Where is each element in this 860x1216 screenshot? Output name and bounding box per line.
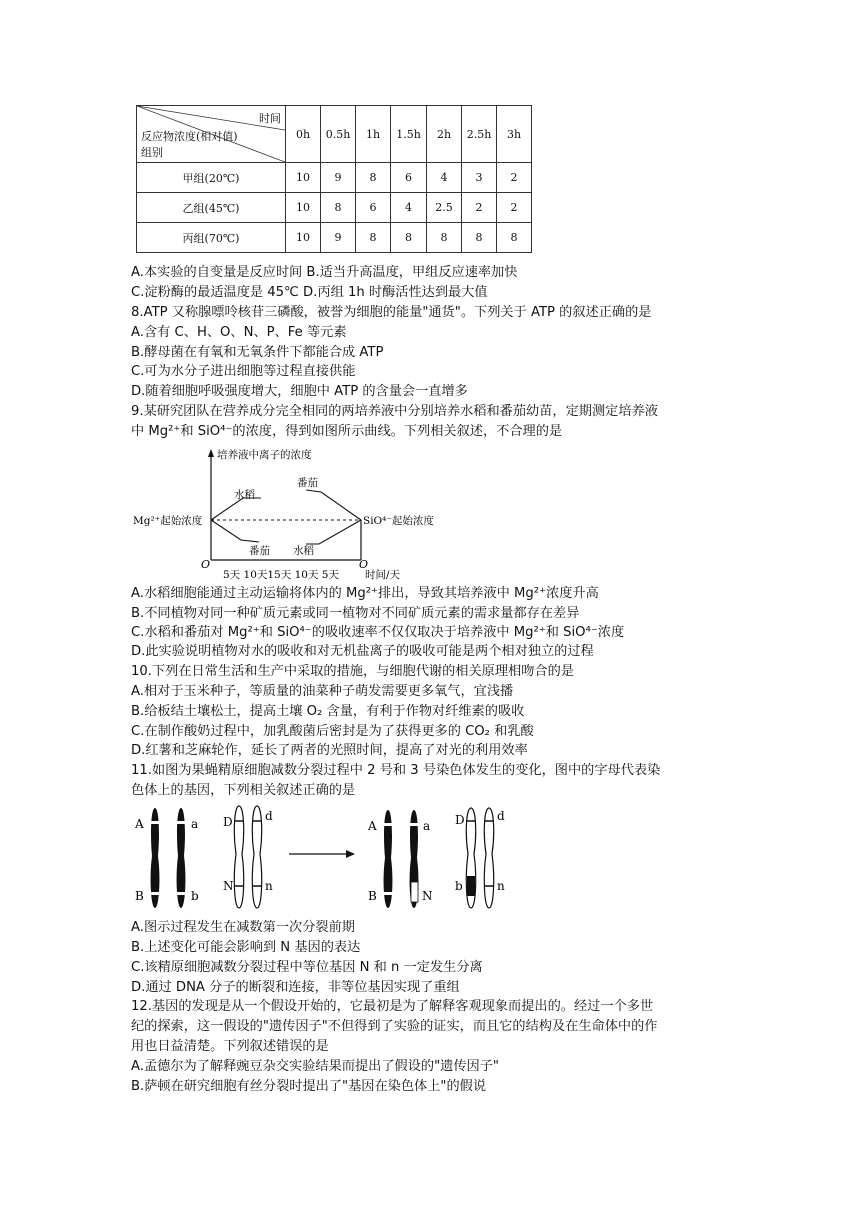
option-line: A.本实验的自变量是反应时间 B.适当升高温度，甲组反应速率加快 — [131, 265, 518, 280]
option-line: C.可为水分子进出细胞等过程直接供能 — [131, 364, 356, 379]
col-header: 2.5h — [462, 106, 497, 163]
table-cell: 8 — [497, 223, 532, 253]
corner-top: 时间 — [259, 112, 281, 125]
table-cell: 6 — [356, 193, 391, 223]
table-cell: 9 — [321, 163, 356, 193]
table-corner — [137, 106, 286, 163]
option-line: A.图示过程发生在减数第一次分裂前期 — [131, 920, 355, 935]
reaction-table — [136, 105, 532, 253]
option-line: B.不同植物对同一种矿质元素或同一植物对不同矿质元素的需求量都存在差异 — [131, 606, 580, 621]
option-line: C.淀粉酶的最适温度是 45℃ D.丙组 1h 时酶活性达到最大值 — [131, 285, 488, 300]
gene-band — [149, 892, 161, 895]
gene-label: D — [223, 815, 233, 829]
corner-bottom: 组别 — [141, 146, 163, 159]
arrow-head-icon — [346, 850, 355, 858]
rice-mg-curve — [211, 498, 261, 520]
exchanged-segment — [467, 876, 475, 896]
question-stem: 色体上的基因，下列相关叙述正确的是 — [131, 783, 356, 798]
col-header: 1h — [356, 106, 391, 163]
ion-concentration-graph — [131, 446, 451, 584]
gene-label: b — [191, 889, 199, 903]
table-cell: 8 — [356, 223, 391, 253]
col-header: 3h — [497, 106, 532, 163]
gene-label: n — [497, 879, 505, 893]
table-cell: 2 — [462, 193, 497, 223]
gene-label: D — [455, 813, 465, 827]
question-stem: 11.如图为果蝇精原细胞减数分裂过程中 2 号和 3 号染色体发生的变化，图中的字母代表染 — [131, 763, 661, 778]
option-line: D.通过 DNA 分子的断裂和连接，非等位基因实现了重组 — [131, 980, 460, 995]
table-cell: 8 — [391, 223, 427, 253]
table-cell: 2 — [497, 193, 532, 223]
question-stem: 12.基因的发现是从一个假设开始的，它最初是为了解释客观现象而提出的。经过一个多世 — [131, 999, 654, 1014]
table-cell: 3 — [462, 163, 497, 193]
table-cell: 8 — [321, 193, 356, 223]
option-line: A.孟德尔为了解释豌豆杂交实验结果而提出了假设的"遗传因子" — [131, 1059, 499, 1074]
option-line: B.上述变化可能会影响到 N 基因的表达 — [131, 940, 361, 955]
gene-band — [175, 892, 187, 895]
col-header: 0h — [286, 106, 321, 163]
x-tick-labels: 5天 10天15天 10天 5天 — [223, 569, 339, 581]
chromosome-hollow — [484, 808, 493, 908]
table-row — [137, 193, 532, 223]
col-header: 0.5h — [321, 106, 356, 163]
origin-label: O — [201, 558, 211, 571]
row-label: 甲组(20℃) — [137, 163, 286, 193]
gene-label: a — [191, 817, 199, 831]
gene-label: n — [265, 879, 273, 893]
origin-label: O — [359, 558, 369, 571]
table-cell: 9 — [321, 223, 356, 253]
question-stem: 中 Mg²⁺和 SiO⁴⁻的浓度，得到如图所示曲线。下列相关叙述，不合理的是 — [131, 424, 563, 439]
option-line: A.含有 C、H、O、N、P、Fe 等元素 — [131, 325, 347, 340]
chromosome-figure — [131, 804, 551, 916]
row-label: 乙组(45℃) — [137, 193, 286, 223]
option-line: B.给板结土壤松土，提高土壤 O₂ 含量，有利于作物对纤维素的吸收 — [131, 704, 525, 719]
col-header: 2h — [427, 106, 462, 163]
exchanged-segment — [411, 882, 418, 902]
option-line: C.水稻和番茄对 Mg²⁺和 SiO⁴⁻的吸收速率不仅仅取决于培养液中 Mg²⁺和 SiO⁴⁻浓度 — [131, 625, 625, 640]
col-header: 1.5h — [391, 106, 427, 163]
rice-label: 水稻 — [293, 545, 314, 557]
option-line: B.酵母菌在有氧和无氧条件下都能合成 ATP — [131, 345, 384, 360]
gene-label: N — [422, 889, 433, 903]
option-line: B.萨顿在研究细胞有丝分裂时提出了"基因在染色体上"的假说 — [131, 1079, 487, 1094]
rice-si-curve — [306, 520, 361, 544]
x-axis-label: 时间/天 — [365, 569, 401, 581]
table-cell: 10 — [286, 193, 321, 223]
gene-label: N — [223, 879, 234, 893]
table-cell: 2 — [497, 163, 532, 193]
table-cell: 8 — [427, 223, 462, 253]
gene-label: B — [368, 889, 377, 903]
gene-label: b — [455, 879, 463, 893]
table-cell: 2.5 — [427, 193, 462, 223]
table-row — [137, 163, 532, 193]
table-cell: 10 — [286, 163, 321, 193]
question-stem: 9.某研究团队在营养成分完全相同的两培养液中分别培养水稻和番茄幼苗，定期测定培养液 — [131, 404, 658, 419]
option-line: D.红薯和芝麻轮作，延长了两者的光照时间，提高了对光的利用效率 — [131, 743, 528, 758]
corner-mid: 反应物浓度(相对值) — [141, 130, 238, 143]
option-line: D.此实验说明植物对水的吸收和对无机盐离子的吸收可能是两个相对独立的过程 — [131, 644, 594, 659]
gene-label: A — [368, 819, 377, 833]
question-stem: 10.下列在日常生活和生产中采取的措施，与细胞代谢的相关原理相吻合的是 — [131, 664, 574, 679]
gene-label: d — [497, 809, 505, 823]
rice-label: 水稻 — [234, 489, 255, 501]
question-stem: 用也日益清楚。下列叙述错误的是 — [131, 1039, 329, 1054]
mg-start-label: Mg²⁺起始浓度 — [133, 515, 203, 527]
tomato-label: 番茄 — [249, 545, 270, 557]
gene-label: B — [135, 889, 144, 903]
table-cell: 8 — [356, 163, 391, 193]
table-cell: 8 — [462, 223, 497, 253]
gene-label: A — [135, 817, 144, 831]
y-axis-arrow — [208, 449, 214, 457]
question-stem: 纪的探索，这一假设的"遗传因子"不但得到了实验的证实，而且它的结构及在生命体中的作 — [131, 1019, 658, 1034]
y-axis-label: 培养液中离子的浓度 — [217, 449, 312, 461]
table-row — [137, 223, 532, 253]
table-cell: 6 — [391, 163, 427, 193]
tomato-si-curve — [306, 490, 361, 520]
table-cell: 4 — [427, 163, 462, 193]
question-stem: 8.ATP 又称腺嘌呤核苷三磷酸，被誉为细胞的能量"通货"。下列关于 ATP 的叙述正确的是 — [131, 305, 652, 320]
option-line: A.水稻细胞能通过主动运输将体内的 Mg²⁺排出，导致其培养液中 Mg²⁺浓度升高 — [131, 586, 599, 601]
si-start-label: SiO⁴⁻起始浓度 — [363, 515, 434, 527]
table-cell: 10 — [286, 223, 321, 253]
gene-label: a — [423, 819, 431, 833]
table-cell: 4 — [391, 193, 427, 223]
gene-band — [175, 821, 187, 824]
tomato-label: 番茄 — [297, 477, 318, 489]
gene-band — [149, 821, 161, 824]
row-label: 丙组(70℃) — [137, 223, 286, 253]
tomato-mg-curve — [211, 520, 259, 542]
option-line: C.该精原细胞减数分裂过程中等位基因 N 和 n 一定发生分离 — [131, 960, 483, 975]
option-line: D.随着细胞呼吸强度增大，细胞中 ATP 的含量会一直增多 — [131, 384, 468, 399]
option-line: C.在制作酸奶过程中，加乳酸菌后密封是为了获得更多的 CO₂ 和乳酸 — [131, 724, 534, 739]
gene-label: d — [265, 809, 273, 823]
option-line: A.相对于玉米种子，等质量的油菜种子萌发需要更多氧气，宜浅播 — [131, 684, 514, 699]
